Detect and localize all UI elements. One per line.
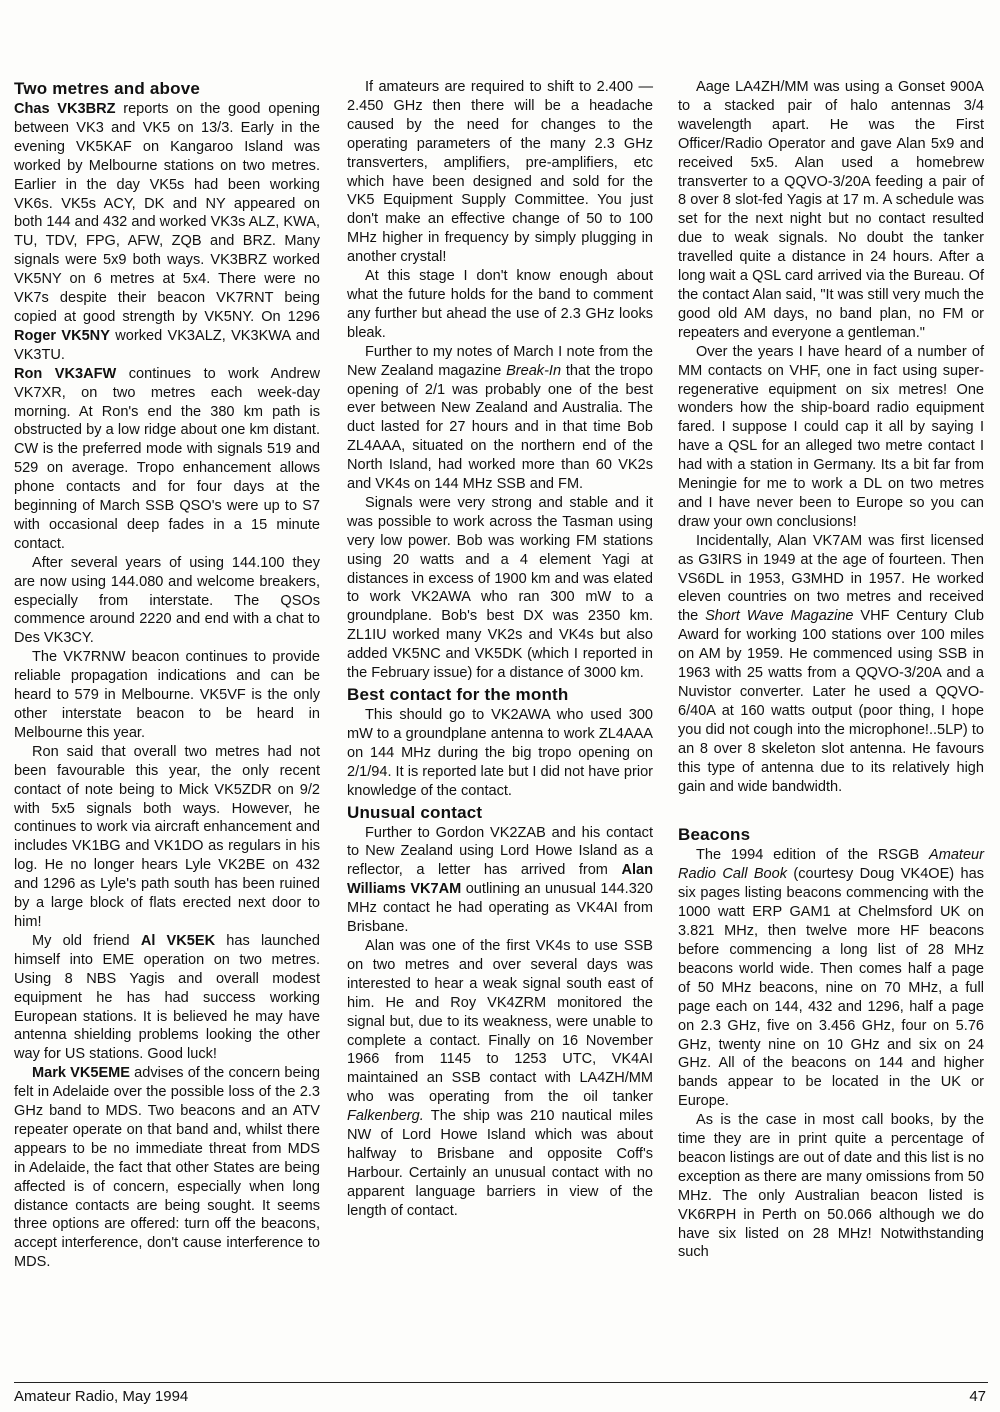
bold-callsign: Ron VK3AFW xyxy=(14,365,117,382)
paragraph: Chas VK3BRZ reports on the good opening between VK3 and VK5 on 13/3. Early in the evening VK5KAF on Kangaroo Island was worked by Melbourne stations on two metres. Earlier in the day VK5s had been working VK6s. VK5s ACY, DK and NY appeared on both 144 and 432 and worked VK3s ALZ, KWA, TU, TDV, FPG, AFW, ZQB and BRZ. Many signals were 5x9 both ways. VK3BRZ worked VK5NY on 6 metres at 5x4. There were no VK7s despite their beacon VK7RNT being copied at good strength by VK5NY. On 1296 Roger VK5NY worked VK3ALZ, VK3KWA and VK3TU. xyxy=(14,101,321,363)
paragraph: The 1994 edition of the RSGB Amateur Radio Call Book (courtesy Doug VK4OE) has six pages listing beacons commencing with the 1000 watt ERP GAM1 at Chelmsford UK on 3.821 MHz, then twelve more HF beacons before commencing a long list of 28 MHz beacons world wide. Then comes half a page of 50 MHz beacons, nine on 70 MHz, a full page each on 144, 432 and 1296, half a page on 2.3 GHz, five on 3.456 GHz, four on 5.76 GHz, twenty nine on 10 GHz and six on 24 GHz. All of the beacons on 144 and higher bands appear to be located in the UK or Europe. xyxy=(678,847,984,1110)
section-heading-two-metres: Two metres and above xyxy=(14,79,201,98)
page-number: 47 xyxy=(969,1388,986,1405)
bold-callsign: Al VK5EK xyxy=(140,932,216,949)
paragraph: If amateurs are required to shift to 2.400 — 2.450 GHz then there will be a headache caused by the need for changes to the operating parameters of the many 2.3 GHz transverters, amplifiers, pre-amplifiers, etc which have been designed and sold for the VK5 Equipment Supply Committee. You just don't make an effective change of 50 to 100 MHz higher in frequency by simply plugging in another crystal! xyxy=(347,79,653,266)
paragraph: This should go to VK2AWA who used 300 mW to a groundplane antenna to work ZL4AAA on 144 MHz during the big tropo opening on 2/1/94. It is reported late but I did not have prior knowledge of the contact. xyxy=(347,707,653,799)
section-heading-unusual-contact: Unusual contact xyxy=(347,802,483,822)
paragraph: Signals were very strong and stable and it was possible to work across the Tasman using very low power. Bob was working FM stations using 20 watts and a 4 element Yagi at distances in excess of 1900 km and was elated to work VK2AWA who ran 300 mW to a groundplane. Bob's best DX was 2350 km. ZL1IU worked many VK2s and VK4s but also added VK5NC and VK5DK (which I reported in the February issue) for a distance of 3000 km. xyxy=(347,494,653,682)
column-2 xyxy=(347,78,653,1221)
italic-title: Break-In xyxy=(506,362,562,379)
column-1 xyxy=(14,78,320,1272)
paragraph: Further to Gordon VK2ZAB and his contact to New Zealand using Lord Howe Island as a reflector, a letter has arrived from Alan Williams VK7AM outlining an unusual 144.320 MHz contact he had operating as VK4AI from Brisbane. xyxy=(347,824,653,936)
paragraph: Further to my notes of March I note from the New Zealand magazine Break-In that the tropo opening of 2/1 was probably one of the best ever between New Zealand and Australia. The duct lasted for 27 hours and in that time Bob ZL4AAA, situated on the northern end of the North Island, had worked more than 60 VK2s and VK4s on 144 MHz SSB and FM. xyxy=(347,343,653,493)
italic-title: Short Wave Magazine xyxy=(705,608,854,625)
bold-callsign: Chas VK3BRZ xyxy=(14,101,116,117)
paragraph: Ron VK3AFW continues to work Andrew VK7XR, on two metres each week-day morning. At Ron's end the 380 km path is obstructed by a low ridge about one km distant. CW is the preferred mode with signals 519 and 529 on average. Tropo enhancement allows phone contacts and for four days at the beginning of March SSB QSO's were up to S7 with occasional deep fades in a 15 minute contact. xyxy=(14,365,320,552)
italic-title: Falkenberg. xyxy=(347,1108,424,1125)
paragraph: My old friend Al VK5EK has launched himself into EME operation on two metres. Using 8 NBS Yagis and overall modest equipment he has had success working European stations. It is believed he may have antenna shielding problems looking the other way for US stations. Good luck! xyxy=(14,932,320,1063)
bold-callsign: Mark VK5EME xyxy=(32,1065,130,1082)
bold-callsign: Alan Williams VK7AM xyxy=(347,862,653,898)
section-heading-beacons: Beacons xyxy=(678,825,751,845)
paragraph: After several years of using 144.100 they are now using 144.080 and welcome breakers, especially from interstate. The QSOs commence around 2220 and end with a chat to Des VK3CY. xyxy=(14,554,320,647)
section-heading-best-contact: Best contact for the month xyxy=(347,685,569,704)
paragraph: Over the years I have heard of a number of MM contacts on VHF, one in fact using super-regenerative equipment on six metres! One wonders how the ship-board radio equipment fared. I suppose I could cap it all by saying I have a QSL for an alleged two metre contact I had with a station in Germany. Its a bit far from Meningie for me to work a DL on two metres and I have never been to Europe so you can draw your own conclusions! xyxy=(678,343,984,530)
paragraph: Aage LA4ZH/MM was using a Gonset 900A to a stacked pair of halo antennas 3/4 wavelength apart. He was the First Officer/Radio Operator and gave Alan 5x9 and received 5x5. Alan used a homebrew transverter to a QQVO-3/20A feeding a pair of 8 over 8 slot-fed Yagis at 17 m. A schedule was set for the next night but no contact resulted due to weak signals. No doubt the tanker travelled quite a distance in 24 hours. After a long wait a QSL card arrived via the Bureau. Of the contact Alan said, "It was still very much the good old AM days, no band plan, no FM or repeaters and everyone a gentleman." xyxy=(678,79,984,341)
paragraph: At this stage I don't know enough about what the future holds for the band to comment any further but ahead the use of 2.3 GHz looks bleak. xyxy=(347,268,653,341)
paragraph: Ron said that overall two metres had not been favourable this year, the only recent contact of note being to Mick VK5ZDR on 9/2 with 5x5 signals both ways. However, he continues to work via aircraft enhancement and includes VK1BG and VK1DO as regulars in his log. He no longer hears Lyle VK2BE on 432 and 1296 as Lyle's path south has been ruined by a large block of flats erected next door to him! xyxy=(14,743,320,930)
footer-divider xyxy=(14,1382,988,1383)
paragraph: As is the case in most call books, by the time they are in print quite a percentage of beacon listings are out of date and this list is no exception as there are many omissions from 50 MHz. The only Australian beacon listed is VK6RPH in Perth on 50.066 although we do have six listed on 28 MHz! Notwithstanding such xyxy=(678,1112,984,1261)
bold-callsign: Roger VK5NY xyxy=(14,327,110,344)
paragraph: Incidentally, Alan VK7AM was first licensed as G3IRS in 1949 at the age of fourteen. Then VS6DL in 1953, G3MHD in 1957. He worked eleven countries on two metres and received the Short Wave Magazine VHF Century Club Award for working 100 stations over 100 miles on AM by 1959. He commenced using SSB in 1963 with 25 watts from a QQVO-3/20A and a Nuvistor converter. Later he used a QQVO-6/40A at 160 watts output (poor thing, I hope you did not cough into the microphone!..5LP) to an 8 over 8 skeleton slot antenna. He favours this type of antenna due to its relatively high gain and wide bandwidth. xyxy=(678,532,985,795)
italic-title: Amateur Radio Call Book xyxy=(678,847,984,883)
paragraph: Alan was one of the first VK4s to use SSB on two metres and over several days was interested to hear a weak signal south east of him. He and Roy VK4ZRM monitored the signal but, due to its weakness, were unable to complete a contact. Finally on 16 November 1966 from 1145 to 1253 UTC, VK4AI maintained an SSB contact with LA4ZH/MM who was operating from the oil tanker Falkenberg. The ship was 210 nautical miles NW of Lord Howe Island which was about halfway to Brisbane and opposite Coff's Harbour. Certainly an unusual contact with no apparent language barriers in view of the length of contact. xyxy=(347,937,653,1219)
footer-publication: Amateur Radio, May 1994 xyxy=(14,1388,189,1405)
paragraph: Mark VK5EME advises of the concern being felt in Adelaide over the possible loss of the 2.3 GHz band to MDS. Two beacons and an ATV repeater operate on that band and, whilst there appears to be no immediate threat from MDS in Adelaide, the fact that other States are being affected is of concern, especially when long distance contacts are being sought. It seems three options are offered: turn off the beacons, accept interference, don't cause interference to MDS. xyxy=(14,1065,320,1271)
column-3 xyxy=(678,78,984,1262)
paragraph: The VK7RNW beacon continues to provide reliable propagation indications and can be heard to 579 in Melbourne. VK5VF is the only other interstate beacon to be heard in Melbourne this year. xyxy=(14,649,320,741)
